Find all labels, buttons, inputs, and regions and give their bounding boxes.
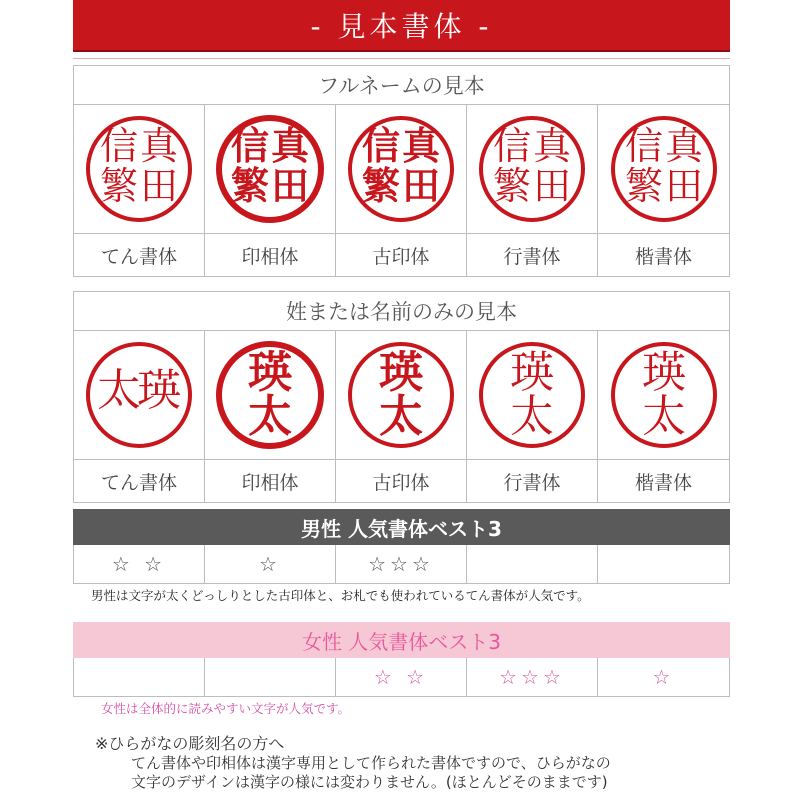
sample-cell [74, 105, 205, 276]
seal-image [598, 331, 729, 460]
seal-character: 太 [97, 365, 141, 416]
seal-image [74, 331, 204, 460]
sample-cell [598, 331, 729, 502]
banner-divider [73, 52, 730, 59]
seal-character: 太 [248, 391, 292, 442]
seal-character: 真 [532, 124, 572, 168]
star-rating-cell: ☆ [652, 665, 675, 689]
font-style-label: 印相体 [241, 471, 299, 494]
seal-character: 太 [641, 391, 686, 442]
star-rating-cell: ☆ ☆ [336, 658, 467, 696]
seal-stamp [345, 113, 457, 225]
seal-character: 繁 [99, 164, 139, 208]
seal-stamp [608, 339, 720, 451]
seal-image [74, 105, 204, 234]
seal-character: 田 [401, 163, 441, 208]
star-rating-cell: ☆ [205, 545, 336, 583]
seal-character: 瑛 [510, 347, 554, 398]
sample-cell [336, 105, 467, 276]
sample-cell [598, 105, 729, 276]
female-star-row [73, 658, 730, 697]
seal-image [336, 105, 466, 234]
font-style-label: 行書体 [503, 471, 561, 494]
female-note: 女性は全体的に読みやすい文字が人気です。 [101, 701, 351, 716]
star-rating-cell [74, 658, 205, 696]
seal-character: 瑛 [379, 347, 423, 398]
given-panel [73, 291, 730, 503]
given-title: 姓または名前のみの見本 [74, 292, 729, 331]
font-style-label: 行書体 [503, 245, 561, 268]
title-banner [73, 0, 730, 52]
star-rating-cell: ☆ ☆ [74, 545, 205, 583]
seal-stamp [345, 339, 457, 451]
seal-stamp [214, 113, 326, 225]
seal-character: 太 [379, 391, 423, 442]
seal-character: 繁 [492, 164, 532, 208]
sample-cell [336, 331, 467, 502]
seal-character: 田 [139, 164, 179, 208]
seal-stamp [83, 339, 195, 451]
seal-character: 瑛 [641, 347, 686, 398]
seal-image [467, 331, 597, 460]
hiragana-note-body [131, 754, 730, 792]
seal-character: 真 [270, 124, 310, 168]
male-best-title: 男性 人気書体ベスト3 [73, 509, 730, 545]
seal-character: 信 [361, 123, 401, 168]
star-rating-cell [598, 545, 729, 583]
given-grid [74, 331, 729, 502]
font-style-label: てん書体 [100, 245, 177, 268]
female-best-title: 女性 人気書体ベスト3 [73, 622, 730, 658]
seal-character: 田 [270, 164, 310, 208]
seal-character: 瑛 [248, 347, 292, 398]
fullname-panel [73, 65, 730, 277]
seal-character: 繁 [361, 163, 401, 208]
font-style-label: 古印体 [372, 471, 430, 494]
seal-character: 繁 [230, 164, 270, 208]
sample-sheet [73, 0, 730, 792]
hiragana-note-line: てん書体や印相体は漢字専用として作られた書体ですので、ひらがなの [131, 754, 611, 772]
seal-image [205, 331, 335, 460]
font-style-label: 楷書体 [634, 471, 692, 494]
font-style-label: 楷書体 [634, 245, 692, 268]
sample-cell [467, 331, 598, 502]
seal-character: 田 [664, 164, 703, 208]
seal-stamp [476, 339, 588, 451]
seal-character: 繁 [624, 164, 663, 208]
sample-cell [205, 331, 336, 502]
male-note: 男性は文字が太くどっしりとした古印体と、お札でも使われているてん書体が人気です。 [91, 588, 590, 603]
hiragana-note-title: ※ひらがなの彫刻名の方へ [95, 734, 285, 753]
sample-cell [467, 105, 598, 276]
seal-character: 真 [664, 124, 703, 168]
sample-cell [205, 105, 336, 276]
seal-image [336, 331, 466, 460]
star-rating-cell: ☆☆☆ [336, 545, 467, 583]
font-style-label: てん書体 [100, 471, 177, 494]
seal-image [205, 105, 335, 234]
seal-character: 真 [401, 123, 441, 168]
seal-character: 信 [624, 124, 663, 168]
hiragana-note-line: 文字のデザインは漢字の様には変わりません。(ほとんどそのままです) [131, 773, 608, 791]
fullname-grid [74, 105, 729, 276]
star-rating-cell: ☆☆☆ [467, 658, 598, 696]
seal-character: 信 [99, 124, 139, 168]
seal-stamp [608, 113, 720, 225]
seal-image [598, 105, 729, 234]
seal-character: 太 [510, 391, 554, 442]
star-rating-cell [205, 658, 336, 696]
seal-character: 信 [492, 124, 532, 168]
seal-character: 田 [532, 164, 572, 208]
male-star-row [73, 545, 730, 584]
seal-stamp [214, 339, 326, 451]
seal-stamp [83, 113, 195, 225]
font-style-label: 古印体 [372, 245, 430, 268]
star-rating-cell [467, 545, 598, 583]
page-title: - 見本書体 - [310, 10, 493, 43]
seal-character: 信 [230, 124, 270, 168]
seal-stamp [476, 113, 588, 225]
font-style-label: 印相体 [241, 245, 299, 268]
seal-character: 瑛 [137, 365, 181, 416]
sample-cell [74, 331, 205, 502]
fullname-title: フルネームの見本 [74, 66, 729, 105]
seal-character: 真 [139, 124, 179, 168]
seal-image [467, 105, 597, 234]
